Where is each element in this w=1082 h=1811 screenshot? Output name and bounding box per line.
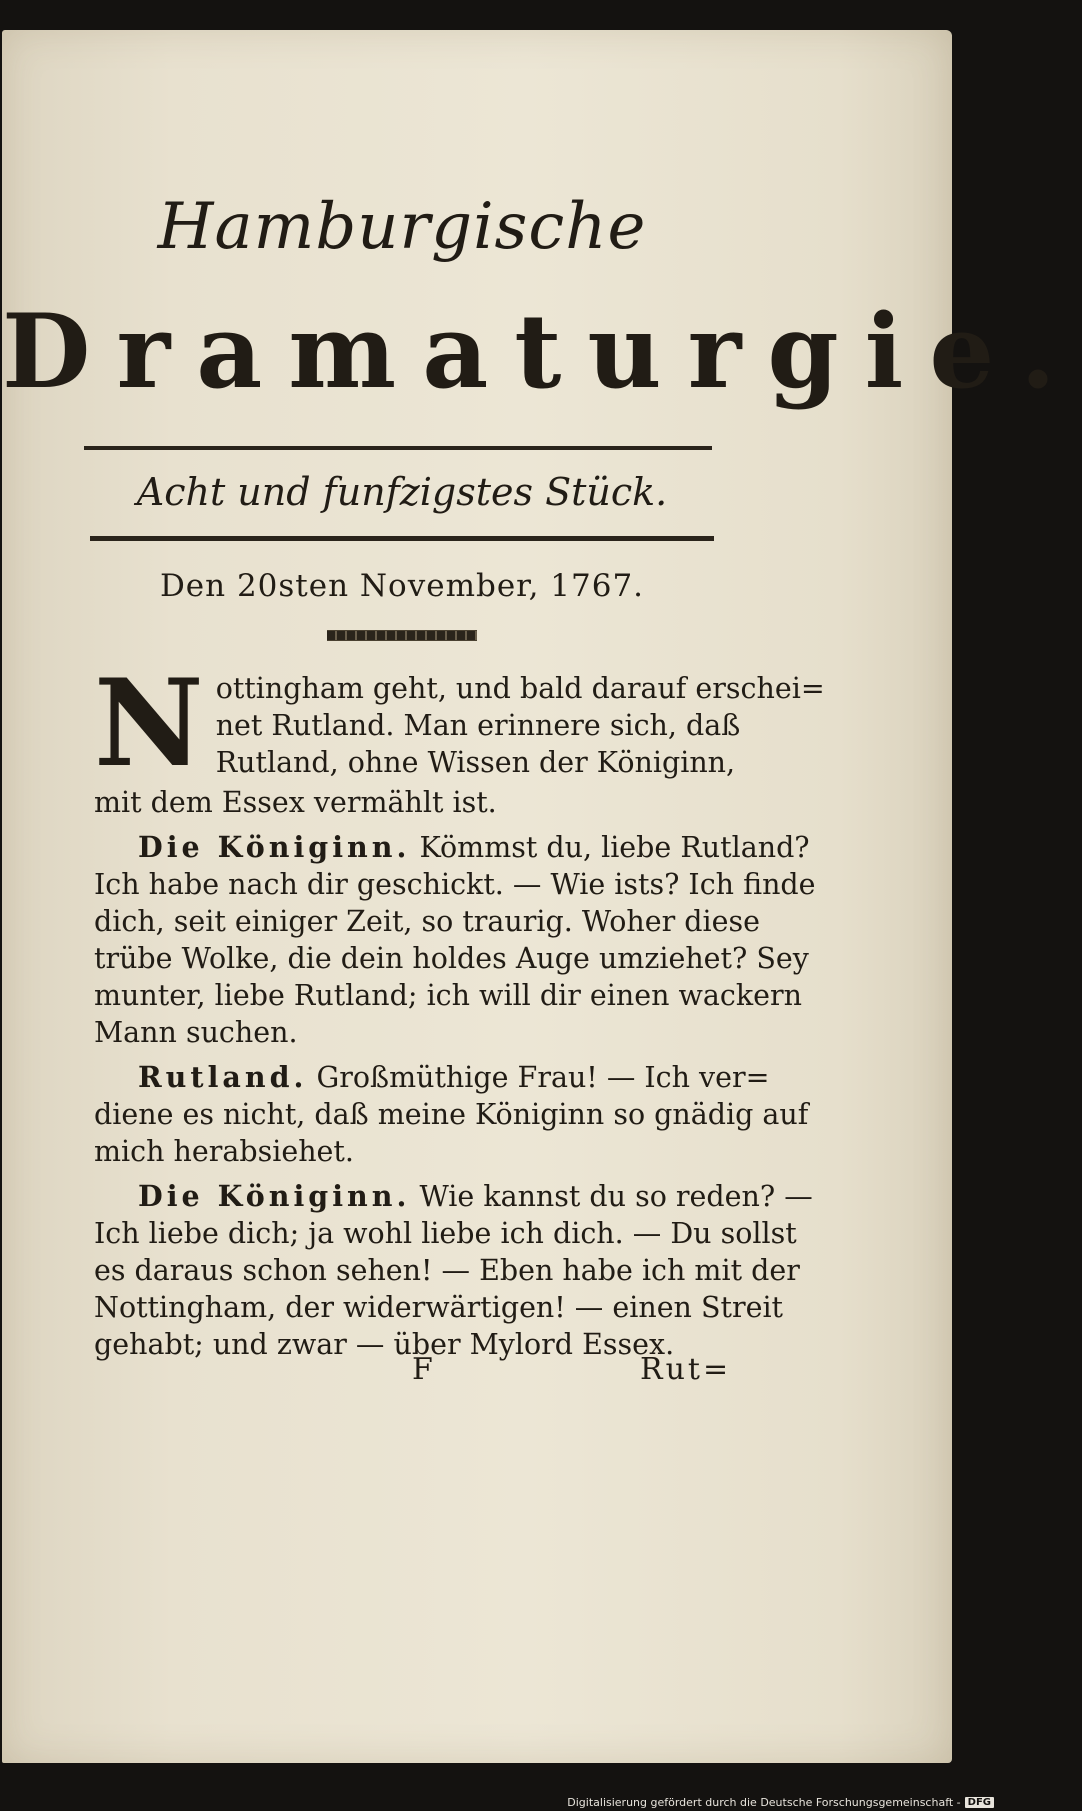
text-line: Rutland, ohne Wissen der Königinn, — [215, 746, 736, 779]
bottom-rule — [90, 536, 714, 541]
text-line: Die Königinn. Wie kannst du so reden? — — [138, 1179, 813, 1213]
text-line: dich, seit einiger Zeit, so traurig. Woher diese — [94, 905, 761, 938]
footer-credit-text: Digitalisierung gefördert durch die Deutsche Forschungsgemeinschaft - — [567, 1796, 961, 1809]
text-line: Rutland. Großmüthige Frau! — Ich ver= — [138, 1060, 770, 1094]
text-line: Die Königinn. Kömmst du, liebe Rutland? — [138, 830, 810, 864]
top-rule — [84, 446, 712, 450]
dfg-logo: DFG — [965, 1797, 994, 1808]
paragraph-3 — [94, 1059, 809, 1170]
text-line: Ich liebe dich; ja wohl liebe ich dich. — Du sollst — [94, 1217, 797, 1250]
text-line: ottingham geht, und bald darauf erschei= — [215, 672, 825, 705]
text-line: trübe Wolke, die dein holdes Auge umziehet? Sey — [94, 942, 809, 975]
dateline: Den 20sten November, 1767. — [159, 568, 645, 604]
text-line: Ich habe nach dir geschickt. — Wie ists? Ich finde — [94, 868, 816, 901]
paragraph-2 — [94, 829, 816, 1051]
footer-credit — [567, 1796, 994, 1809]
paragraph-1 — [94, 653, 825, 821]
ornament-divider — [327, 630, 477, 641]
book-page — [2, 30, 1082, 1763]
text-line: Mann suchen. — [94, 1016, 298, 1049]
text-line: es daraus schon sehen! — Eben habe ich mit der — [94, 1254, 800, 1287]
title-line-1: Hamburgische — [157, 190, 647, 264]
text-line: diene es nicht, daß meine Königinn so gnädig auf — [94, 1098, 809, 1131]
paragraph-4 — [94, 1178, 813, 1363]
text-line: mich herabsiehet. — [94, 1135, 354, 1168]
text-line: gehabt; und zwar — über Mylord Essex. — [94, 1328, 675, 1361]
text-line: Nottingham, der widerwärtigen! — einen Streit — [94, 1291, 784, 1324]
body-text — [94, 653, 825, 1371]
speaker-name: Die Königinn. — [138, 830, 411, 864]
text-line: mit dem Essex vermählt ist. — [94, 786, 497, 819]
piece-heading: Acht und funfzigstes Stück. — [136, 470, 668, 514]
speaker-name: Die Königinn. — [138, 1179, 411, 1213]
text-line: munter, liebe Rutland; ich will dir einen wackern — [94, 979, 802, 1012]
text-line: net Rutland. Man erinnere sich, daß — [215, 709, 741, 742]
catchword: Rut= — [640, 1352, 732, 1387]
drop-cap: N — [94, 653, 204, 794]
signature-mark: F — [412, 1352, 433, 1387]
title-line-2: Dramaturgie. — [2, 292, 1082, 412]
speaker-name: Rutland. — [138, 1060, 308, 1094]
